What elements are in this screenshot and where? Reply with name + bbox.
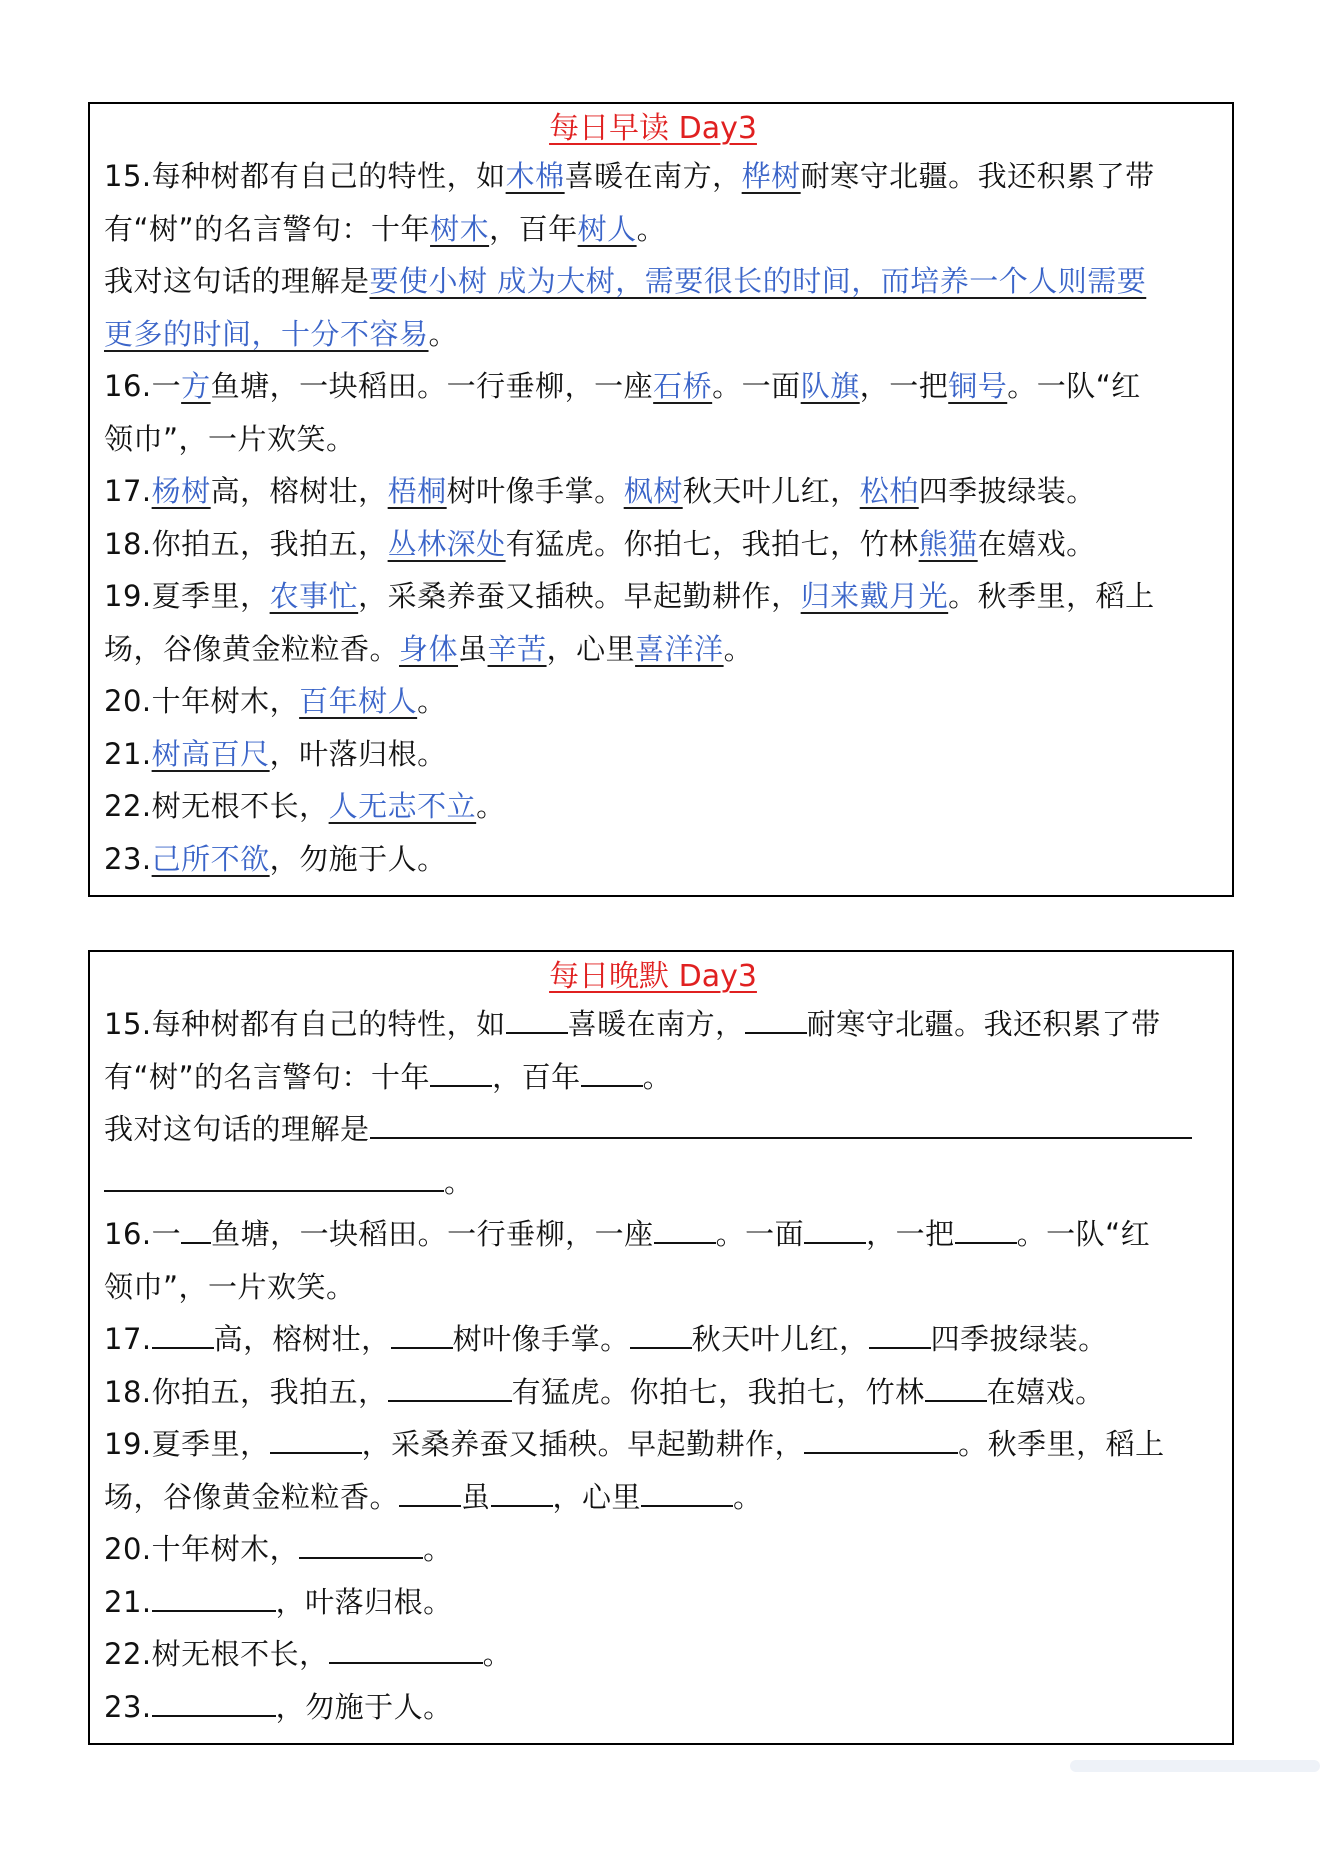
evening-item-18: 18.你拍五，我拍五， 有猛虎。你拍七，我拍七，竹林 在嬉戏。 (104, 1374, 1105, 1409)
blank-line[interactable] (152, 1321, 214, 1349)
answer: 农事忙 (269, 579, 359, 613)
evening-item-16-line-2: 领巾”，一片欢笑。 (104, 1269, 356, 1304)
blank-line[interactable] (654, 1216, 716, 1244)
morning-item-15-line-4: 更多的时间，十分不容易。 (104, 316, 459, 351)
answer: 更多的时间，十分不容易 (104, 316, 429, 351)
answer: 丛林深处 (387, 526, 506, 561)
blank-line[interactable] (430, 1059, 492, 1087)
blank-line[interactable] (955, 1216, 1017, 1244)
blank-line[interactable] (152, 1584, 276, 1612)
evening-item-19-line-2: 场，谷像黄金粒粒香。 虽 ，心里 。 (104, 1479, 763, 1514)
answer: 归来戴月光 (800, 579, 949, 613)
morning-item-15-line-2: 有“树”的名言警句：十年树木，百年树人。 (104, 211, 667, 246)
answer: 树高百尺 (151, 736, 270, 771)
morning-item-19-line-2: 场，谷像黄金粒粒香。身体虽辛苦，心里喜洋洋。 (104, 631, 754, 666)
answer: 树人 (577, 211, 637, 246)
blank-line[interactable] (388, 1374, 512, 1402)
blank-line[interactable] (399, 1479, 461, 1507)
decorative-strip (1070, 1760, 1320, 1772)
answer: 辛苦 (487, 631, 547, 666)
blank-line[interactable] (329, 1636, 483, 1664)
answer: 百年树人 (299, 684, 418, 718)
morning-item-16-line-2: 领巾”，一片欢笑。 (104, 421, 356, 456)
blank-line[interactable] (104, 1164, 444, 1192)
answer: 己所不欲 (151, 841, 270, 876)
evening-item-20: 20.十年树木， 。 (104, 1532, 453, 1566)
blank-line[interactable] (270, 1426, 362, 1454)
evening-item-17: 17. 高，榕树壮， 树叶像手掌。 秋天叶儿红， 四季披绿装。 (104, 1322, 1108, 1356)
answer: 人无志不立 (328, 789, 477, 823)
blank-line[interactable] (181, 1216, 211, 1244)
evening-title: 每日晚默 Day3 (549, 959, 757, 994)
answer: 队旗 (800, 369, 860, 403)
answer: 方 (181, 369, 211, 403)
answer: 石桥 (653, 369, 713, 403)
blank-line[interactable] (745, 1006, 807, 1034)
morning-item-22: 22.树无根不长，人无志不立。 (104, 789, 506, 823)
evening-item-23: 23. ，勿施于人。 (104, 1689, 453, 1724)
blank-line[interactable] (641, 1479, 733, 1507)
answer: 要使小树 成为大树，需要很长的时间，而培养一个人则需要 (369, 264, 1147, 298)
morning-title: 每日早读 Day3 (549, 111, 757, 146)
blank-line[interactable] (925, 1374, 987, 1402)
blank-line[interactable] (152, 1689, 276, 1717)
answer: 身体 (399, 631, 459, 666)
morning-item-19-line-1: 19.夏季里，农事忙，采桑养蚕又插秧。早起勤耕作，归来戴月光。秋季里，稻上 (104, 579, 1155, 613)
evening-item-16-line-1: 16.一 鱼塘，一块稻田。一行垂柳，一座 。一面 ，一把 。一队“红 (104, 1217, 1151, 1251)
answer: 铜号 (948, 369, 1008, 403)
morning-item-23: 23.己所不欲，勿施于人。 (104, 841, 447, 876)
evening-dictation-section (88, 950, 1234, 1745)
answer: 熊猫 (918, 526, 978, 561)
blank-line[interactable] (506, 1006, 568, 1034)
answer: 松柏 (859, 474, 919, 508)
answer: 枫树 (623, 474, 683, 508)
evening-item-15-line-1: 15.每种树都有自己的特性，如 喜暖在南方， 耐寒守北疆。我还积累了带 (104, 1007, 1161, 1041)
blank-line[interactable] (581, 1059, 643, 1087)
answer: 树木 (430, 211, 490, 246)
morning-item-18: 18.你拍五，我拍五，丛林深处有猛虎。你拍七，我拍七，竹林熊猫在嬉戏。 (104, 526, 1096, 561)
evening-item-15-line-4: 。 (104, 1156, 1202, 1209)
blank-line[interactable] (299, 1531, 423, 1559)
answer: 喜洋洋 (635, 631, 724, 666)
answer: 桦树 (741, 159, 801, 193)
evening-item-22: 22.树无根不长， 。 (104, 1637, 513, 1671)
blank-line[interactable] (491, 1479, 553, 1507)
morning-item-20: 20.十年树木，百年树人。 (104, 684, 447, 718)
answer: 杨树 (151, 474, 211, 508)
morning-item-16-line-1: 16.一方鱼塘，一块稻田。一行垂柳，一座石桥。一面队旗，一把铜号。一队“红 (104, 369, 1141, 403)
evening-item-21: 21. ，叶落归根。 (104, 1584, 453, 1619)
blank-line[interactable] (804, 1216, 866, 1244)
morning-item-15-line-3: 我对这句话的理解是要使小树 成为大树，需要很长的时间，而培养一个人则需要 (104, 264, 1147, 298)
morning-item-17: 17.杨树高，榕树壮，梧桐树叶像手掌。枫树秋天叶儿红，松柏四季披绿装。 (104, 474, 1096, 508)
blank-line[interactable] (391, 1321, 453, 1349)
morning-item-15-line-1: 15.每种树都有自己的特性，如木棉喜暖在南方，桦树耐寒守北疆。我还积累了带 (104, 159, 1155, 193)
evening-item-15-line-2: 有“树”的名言警句：十年 ，百年 。 (104, 1059, 673, 1094)
blank-line[interactable] (804, 1426, 958, 1454)
blank-line[interactable] (630, 1321, 692, 1349)
blank-line[interactable] (370, 1111, 1192, 1139)
morning-item-21: 21.树高百尺，叶落归根。 (104, 736, 447, 771)
blank-line[interactable] (869, 1321, 931, 1349)
evening-item-15-line-3: 我对这句话的理解是 (104, 1103, 1202, 1156)
evening-item-19-line-1: 19.夏季里， ，采桑养蚕又插秧。早起勤耕作， 。秋季里，稻上 (104, 1427, 1165, 1461)
answer: 梧桐 (387, 474, 447, 508)
answer: 木棉 (505, 159, 565, 193)
morning-reading-section (88, 102, 1234, 897)
